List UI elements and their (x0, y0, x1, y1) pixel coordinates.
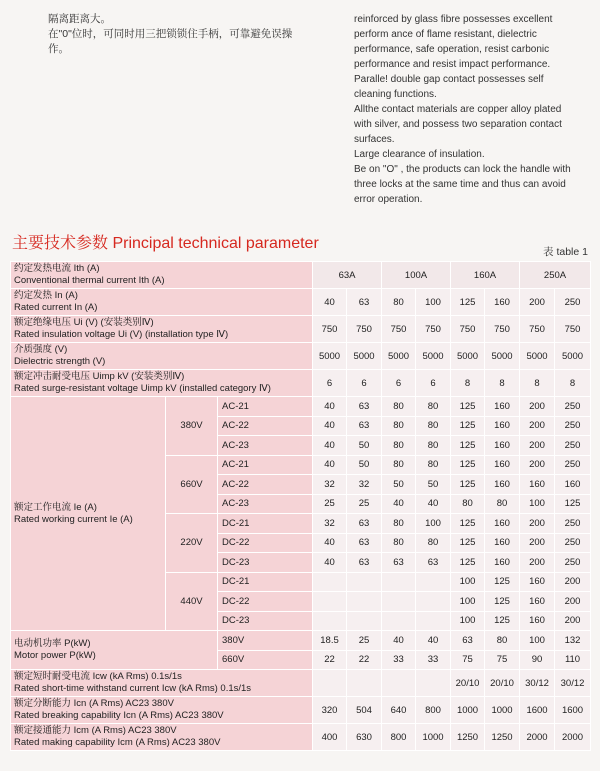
value-cell: 40 (313, 289, 347, 316)
value-cell: 640 (382, 697, 416, 724)
row-label (11, 397, 166, 631)
utilization-category: DC-22 (218, 533, 313, 553)
row-label (11, 343, 313, 370)
value-cell: 200 (520, 397, 555, 417)
value-cell (347, 592, 382, 612)
value-cell: 80 (416, 416, 451, 436)
value-cell: 750 (520, 316, 555, 343)
value-cell: 80 (382, 514, 416, 534)
value-cell: 125 (451, 475, 485, 495)
value-cell (347, 611, 382, 631)
value-cell: 200 (520, 514, 555, 534)
value-cell: 22 (347, 650, 382, 670)
value-cell: 125 (451, 553, 485, 573)
label-cn: 约定发热电流 Ith (A) (14, 263, 100, 274)
value-cell: 80 (382, 416, 416, 436)
table-label: 表 table 1 (543, 246, 588, 258)
value-cell: 100 (520, 631, 555, 651)
label-en: Dielectric strength (V) (14, 356, 106, 367)
en-line: with silver, and possess two separation contact (354, 119, 562, 130)
value-cell: 80 (416, 455, 451, 475)
value-cell: 250 (555, 553, 591, 573)
value-cell: 6 (347, 370, 382, 397)
value-cell: 125 (451, 397, 485, 417)
value-cell: 160 (485, 289, 520, 316)
utilization-category: AC-21 (218, 397, 313, 417)
frame-size-header: 63A (313, 262, 382, 289)
voltage-label: 220V (166, 514, 218, 573)
value-cell: 25 (347, 494, 382, 514)
label-en: Rated surge-resistant voltage Uimp kV (installed category Ⅳ) (14, 383, 271, 394)
value-cell: 200 (520, 436, 555, 456)
value-cell: 125 (451, 416, 485, 436)
value-cell: 30/12 (555, 670, 591, 697)
frame-size-header: 250A (520, 262, 591, 289)
value-cell: 504 (347, 697, 382, 724)
row-label (11, 670, 313, 697)
value-cell: 250 (555, 455, 591, 475)
row-label (11, 262, 313, 289)
utilization-category: DC-21 (218, 572, 313, 592)
table-row (11, 724, 591, 751)
voltage-label: 380V (166, 397, 218, 456)
table-row (11, 343, 591, 370)
value-cell: 110 (555, 650, 591, 670)
value-cell: 200 (555, 572, 591, 592)
table-row (11, 397, 591, 417)
cn-line: 隔离距离大。 (48, 13, 111, 25)
value-cell: 40 (313, 397, 347, 417)
en-line: Be on "O" , the products can lock the handle with (354, 164, 571, 175)
value-cell: 160 (485, 475, 520, 495)
utilization-category: AC-23 (218, 494, 313, 514)
value-cell: 750 (382, 316, 416, 343)
value-cell: 40 (313, 416, 347, 436)
value-cell: 125 (451, 533, 485, 553)
value-cell: 25 (347, 631, 382, 651)
value-cell (382, 670, 416, 697)
value-cell: 160 (485, 397, 520, 417)
value-cell: 200 (520, 416, 555, 436)
en-line: performance and resist impact performance. (354, 59, 551, 70)
value-cell: 250 (555, 397, 591, 417)
value-cell: 20/10 (451, 670, 485, 697)
value-cell: 80 (382, 397, 416, 417)
value-cell (382, 611, 416, 631)
row-label (11, 631, 218, 670)
value-cell: 40 (313, 553, 347, 573)
table-row (11, 316, 591, 343)
label-en: Conventional thermal current Ith (A) (14, 275, 165, 286)
value-cell: 63 (347, 553, 382, 573)
table-row (11, 370, 591, 397)
value-cell: 63 (347, 514, 382, 534)
label-cn: 额定接通能力 Icm (A Rms) AC23 380V (14, 725, 177, 736)
row-label (11, 316, 313, 343)
utilization-category: AC-23 (218, 436, 313, 456)
value-cell (313, 572, 347, 592)
en-line: Allthe contact materials are copper alloy plated (354, 104, 562, 115)
value-cell: 250 (555, 289, 591, 316)
value-cell: 132 (555, 631, 591, 651)
value-cell: 160 (485, 416, 520, 436)
value-cell: 75 (485, 650, 520, 670)
label-en: Rated short-time withstand current Icw (kA Rms) 0.1s/1s (14, 683, 252, 694)
value-cell: 63 (347, 416, 382, 436)
value-cell: 32 (313, 514, 347, 534)
value-cell: 2000 (555, 724, 591, 751)
value-cell: 50 (347, 455, 382, 475)
value-cell: 125 (485, 592, 520, 612)
value-cell: 5000 (347, 343, 382, 370)
value-cell: 32 (347, 475, 382, 495)
cn-line: 在"0"位时，可同时用三把锁锁住手柄，可靠避免误操 (48, 28, 293, 40)
value-cell: 125 (451, 455, 485, 475)
value-cell: 250 (555, 514, 591, 534)
value-cell: 750 (485, 316, 520, 343)
intro-chinese-text (48, 12, 298, 57)
en-line: Paralle! double gap contact possesses self (354, 74, 544, 85)
label-en: Rated working current Ie (A) (14, 513, 133, 525)
value-cell: 2000 (520, 724, 555, 751)
value-cell: 125 (485, 611, 520, 631)
label-en: Rated making capability Icm (A Rms) AC23 380V (14, 737, 221, 748)
value-cell: 160 (485, 455, 520, 475)
value-cell: 100 (416, 514, 451, 534)
value-cell: 80 (416, 397, 451, 417)
utilization-category: DC-22 (218, 592, 313, 612)
value-cell: 8 (520, 370, 555, 397)
value-cell: 200 (520, 289, 555, 316)
value-cell: 80 (382, 289, 416, 316)
row-label (11, 724, 313, 751)
utilization-category: AC-22 (218, 475, 313, 495)
value-cell: 750 (451, 316, 485, 343)
value-cell (347, 670, 382, 697)
label-cn: 约定发热 In (A) (14, 290, 78, 301)
voltage-label: 440V (166, 572, 218, 631)
value-cell: 63 (382, 553, 416, 573)
label-en: Motor power P(kW) (14, 650, 96, 661)
label-en: Rated breaking capability Icn (A Rms) AC23 380V (14, 710, 224, 721)
value-cell: 50 (382, 475, 416, 495)
value-cell: 250 (555, 416, 591, 436)
parameter-table (10, 261, 591, 751)
value-cell: 32 (313, 475, 347, 495)
value-cell: 125 (451, 289, 485, 316)
value-cell: 8 (555, 370, 591, 397)
value-cell (313, 611, 347, 631)
value-cell: 5000 (485, 343, 520, 370)
en-line: Large clearance of insulation. (354, 149, 485, 160)
value-cell: 125 (485, 572, 520, 592)
value-cell: 40 (313, 455, 347, 475)
en-line: surfaces. (354, 134, 395, 145)
value-cell: 50 (347, 436, 382, 456)
value-cell: 5000 (416, 343, 451, 370)
value-cell: 750 (347, 316, 382, 343)
value-cell (313, 670, 347, 697)
value-cell: 250 (555, 533, 591, 553)
value-cell: 8 (485, 370, 520, 397)
label-cn: 额定短时耐受电流 Icw (kA Rms) 0.1s/1s (14, 671, 182, 682)
value-cell: 160 (485, 436, 520, 456)
intro-english-text (354, 12, 594, 207)
value-cell: 1600 (555, 697, 591, 724)
value-cell (382, 572, 416, 592)
value-cell: 40 (313, 533, 347, 553)
value-cell: 160 (520, 475, 555, 495)
value-cell: 630 (347, 724, 382, 751)
value-cell: 75 (451, 650, 485, 670)
value-cell: 6 (416, 370, 451, 397)
value-cell: 80 (382, 455, 416, 475)
value-cell: 40 (382, 494, 416, 514)
utilization-category: AC-21 (218, 455, 313, 475)
value-cell: 160 (555, 475, 591, 495)
value-cell: 5000 (313, 343, 347, 370)
section-heading: 主要技术参数 Principal technical parameter (12, 235, 319, 252)
frame-size-header: 160A (451, 262, 520, 289)
value-cell: 125 (451, 514, 485, 534)
utilization-category: DC-23 (218, 553, 313, 573)
value-cell: 200 (555, 592, 591, 612)
value-cell: 250 (555, 436, 591, 456)
value-cell: 80 (485, 494, 520, 514)
value-cell: 80 (382, 436, 416, 456)
value-cell: 1000 (485, 697, 520, 724)
label-cn: 电动机功率 P(kW) (14, 638, 91, 649)
value-cell: 750 (313, 316, 347, 343)
en-line: error operation. (354, 194, 423, 205)
value-cell (416, 611, 451, 631)
value-cell: 33 (416, 650, 451, 670)
value-cell: 63 (347, 533, 382, 553)
label-en: Rated insulation voltage Ui (V) (installation type Ⅳ) (14, 329, 229, 340)
value-cell: 100 (520, 494, 555, 514)
row-label (11, 697, 313, 724)
label-cn: 额定冲击耐受电压 Uimp kV (安装类别Ⅳ) (14, 371, 185, 382)
value-cell (416, 670, 451, 697)
table-row (11, 697, 591, 724)
value-cell: 80 (416, 436, 451, 456)
voltage-label: 380V (218, 631, 313, 651)
value-cell: 80 (451, 494, 485, 514)
value-cell: 30/12 (520, 670, 555, 697)
value-cell: 160 (520, 592, 555, 612)
row-label (11, 289, 313, 316)
value-cell: 100 (451, 611, 485, 631)
value-cell (382, 592, 416, 612)
cn-line: 作。 (48, 43, 69, 55)
value-cell: 40 (382, 631, 416, 651)
value-cell: 1250 (451, 724, 485, 751)
value-cell: 200 (520, 553, 555, 573)
value-cell: 100 (451, 572, 485, 592)
value-cell (416, 592, 451, 612)
value-cell: 160 (485, 533, 520, 553)
utilization-category: DC-21 (218, 514, 313, 534)
label-cn: 额定绝缘电压 Ui (V) (安装类别Ⅳ) (14, 317, 154, 328)
row-label (11, 370, 313, 397)
value-cell: 63 (416, 553, 451, 573)
voltage-label: 660V (166, 455, 218, 514)
en-line: performance, safe operation, resist carbonic (354, 44, 550, 55)
value-cell: 6 (382, 370, 416, 397)
value-cell: 750 (416, 316, 451, 343)
value-cell: 25 (313, 494, 347, 514)
value-cell: 5000 (520, 343, 555, 370)
value-cell: 800 (416, 697, 451, 724)
en-line: cleaning functions. (354, 89, 437, 100)
value-cell: 50 (416, 475, 451, 495)
en-line: reinforced by glass fibre possesses excellent (354, 14, 553, 25)
value-cell (416, 572, 451, 592)
value-cell: 6 (313, 370, 347, 397)
value-cell: 200 (520, 533, 555, 553)
value-cell: 33 (382, 650, 416, 670)
value-cell: 800 (382, 724, 416, 751)
value-cell: 40 (416, 494, 451, 514)
value-cell: 400 (313, 724, 347, 751)
value-cell: 160 (520, 572, 555, 592)
voltage-label: 660V (218, 650, 313, 670)
value-cell: 125 (555, 494, 591, 514)
value-cell: 160 (520, 611, 555, 631)
value-cell: 63 (347, 397, 382, 417)
value-cell: 20/10 (485, 670, 520, 697)
value-cell: 1000 (416, 724, 451, 751)
value-cell: 1600 (520, 697, 555, 724)
value-cell: 5000 (555, 343, 591, 370)
value-cell: 8 (451, 370, 485, 397)
value-cell: 90 (520, 650, 555, 670)
table-row (11, 289, 591, 316)
value-cell: 5000 (451, 343, 485, 370)
value-cell: 750 (555, 316, 591, 343)
value-cell: 22 (313, 650, 347, 670)
value-cell: 125 (451, 436, 485, 456)
value-cell: 160 (485, 553, 520, 573)
label-en: Rated current In (A) (14, 302, 98, 313)
value-cell: 200 (520, 455, 555, 475)
value-cell: 5000 (382, 343, 416, 370)
value-cell: 100 (451, 592, 485, 612)
label-cn: 介质强度 (V) (14, 344, 68, 355)
value-cell: 160 (485, 514, 520, 534)
value-cell: 80 (382, 533, 416, 553)
value-cell: 80 (416, 533, 451, 553)
table-row (11, 670, 591, 697)
en-line: perform ance of flame resistant, dielectric (354, 29, 537, 40)
table-row (11, 631, 591, 651)
table-row (11, 262, 591, 289)
value-cell: 63 (451, 631, 485, 651)
value-cell (313, 592, 347, 612)
value-cell: 320 (313, 697, 347, 724)
value-cell: 200 (555, 611, 591, 631)
value-cell: 100 (416, 289, 451, 316)
frame-size-header: 100A (382, 262, 451, 289)
value-cell (347, 572, 382, 592)
value-cell: 18.5 (313, 631, 347, 651)
value-cell: 1250 (485, 724, 520, 751)
utilization-category: DC-23 (218, 611, 313, 631)
value-cell: 40 (416, 631, 451, 651)
en-line: three locks at the same time and thus can avoid (354, 179, 566, 190)
value-cell: 40 (313, 436, 347, 456)
label-cn: 额定工作电流 Ie (A) (14, 501, 97, 513)
label-cn: 额定分断能力 Icn (A Rms) AC23 380V (14, 698, 174, 709)
value-cell: 80 (485, 631, 520, 651)
utilization-category: AC-22 (218, 416, 313, 436)
value-cell: 63 (347, 289, 382, 316)
value-cell: 1000 (451, 697, 485, 724)
